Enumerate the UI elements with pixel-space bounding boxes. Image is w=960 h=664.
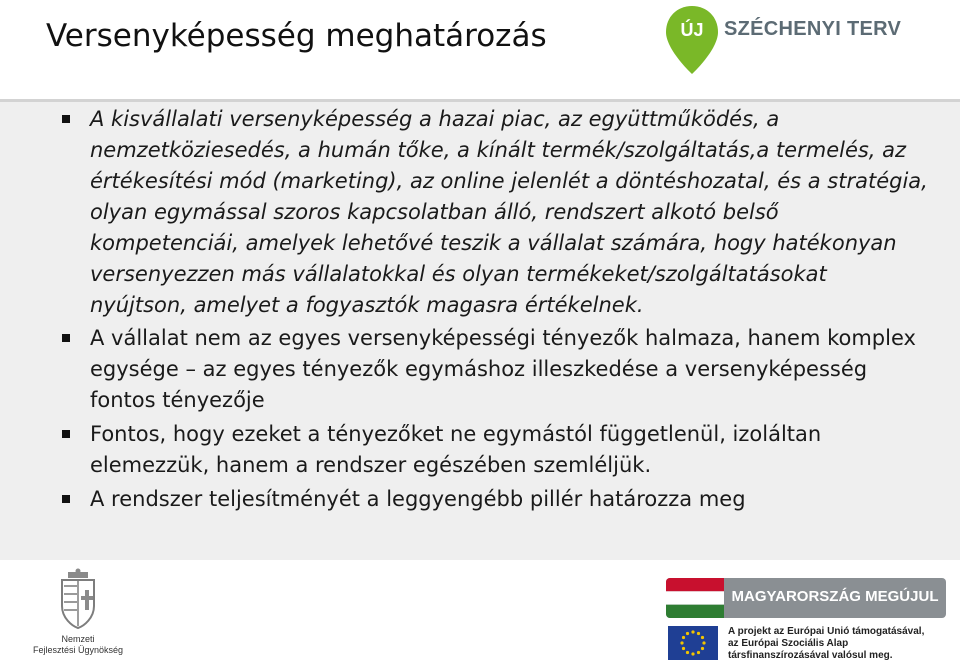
eu-flag-icon <box>668 626 718 660</box>
eu-note-line-1: A projekt az Európai Unió támogatásával, <box>728 626 925 637</box>
agency-name <box>28 634 128 656</box>
magyarorszag-megujul-banner <box>666 578 946 618</box>
square-bullet-icon <box>62 430 70 438</box>
eu-note-line-3: társfinanszírozásával valósul meg. <box>728 650 893 661</box>
agency-line-1: Nemzeti <box>61 634 95 644</box>
eu-funding-note <box>728 626 956 662</box>
szechenyi-terv-logo <box>664 4 944 88</box>
brand-name: SZÉCHENYI TERV <box>724 18 902 40</box>
nfu-logo <box>28 568 128 658</box>
slide-title: Versenyképesség meghatározás <box>46 18 547 54</box>
bullet-item <box>60 104 930 321</box>
bullet-list <box>60 104 930 515</box>
bullet-item <box>60 484 930 515</box>
bullet-text: Fontos, hogy ezeket a tényezőket ne egymástól függetlenül, izoláltan elemezzük, hanem a rendszer egészében szemléljük. <box>90 422 822 477</box>
bullet-text: A kisvállalati versenyképesség a hazai piac, az együttműködés, a nemzetköziesedés, a humán tőke, a kínált termék/szolgáltatás,a termelés, az értékesítési mód (marketing), az online jelenlét a döntéshozatal, és a stratégia, olyan egymással szoros kapcsolatban álló, rendszert alkotó belső kompetenciái, amelyek lehetővé teszik a vállalat számára, hogy hatékonyan versenyezzen más vállalatokkal és olyan termékeket/szolgáltatásokat nyújtson, amelyet a fogyasztók magasra értékelnek. <box>90 107 928 317</box>
bullet-item <box>60 419 930 481</box>
square-bullet-icon <box>62 115 70 123</box>
square-bullet-icon <box>62 334 70 342</box>
pin-label: ÚJ <box>680 20 704 40</box>
agency-line-2: Fejlesztési Ügynökség <box>32 645 124 655</box>
coat-of-arms-icon <box>28 568 128 632</box>
banner-text: MAGYARORSZÁG MEGÚJUL <box>731 588 939 605</box>
bullet-text: A rendszer teljesítményét a leggyengébb pillér határozza meg <box>90 487 746 511</box>
bullet-item <box>60 323 930 416</box>
eu-note-line-2: az Európai Szociális Alap <box>728 638 849 649</box>
square-bullet-icon <box>62 495 70 503</box>
map-pin-icon <box>664 4 720 86</box>
bullet-text: A vállalat nem az egyes versenyképességi tényezők halmaza, hanem komplex egysége – az egyes tényezők egymáshoz illeszkedése a versenyképesség fontos tényezője <box>90 326 916 412</box>
